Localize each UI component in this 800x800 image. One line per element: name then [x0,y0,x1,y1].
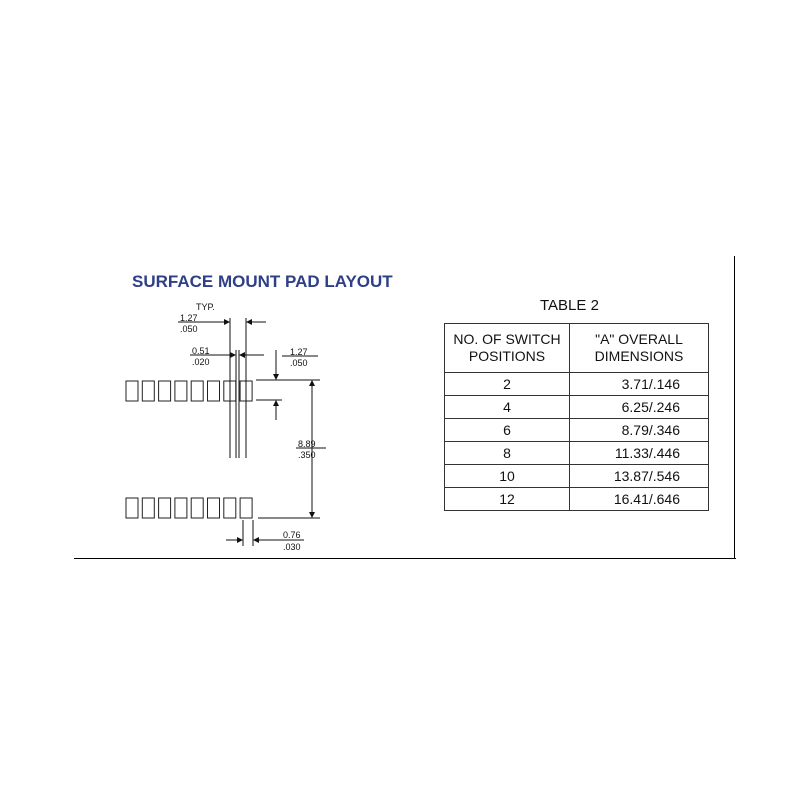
pad-width-mm-label: 0.51 [192,346,210,356]
header-switch-positions: NO. OF SWITCH POSITIONS [445,324,570,373]
pad-top [191,381,203,401]
pad-top [159,381,171,401]
pitch-mm-label: 1.27 [180,313,198,323]
pad-bottom [175,498,187,518]
table-cell-dimension: 13.87/.546 [570,465,709,488]
table-cell-dimension: 11.33/.446 [570,442,709,465]
table-row [445,465,709,488]
table-cell-dimension: 8.79/.346 [570,419,709,442]
row-spacing-mm-label: 8.89 [298,439,316,449]
pad-length-in-label: .050 [290,358,308,368]
pad-top [208,381,220,401]
pitch-in-label: .050 [180,324,198,334]
top-pad-row [126,381,252,401]
table-row [445,419,709,442]
pad-bottom [191,498,203,518]
pad-top [126,381,138,401]
row-spacing-in-label: .350 [298,450,316,460]
bottom-pad-row [126,498,252,518]
table-cell-positions: 4 [445,396,570,419]
gap-in-label: .030 [283,542,301,552]
pad-top [175,381,187,401]
gap-mm-label: 0.76 [283,530,301,540]
table-cell-positions: 6 [445,419,570,442]
pad-top [142,381,154,401]
table-cell-positions: 8 [445,442,570,465]
pad-bottom [142,498,154,518]
table-row [445,396,709,419]
pad-width-in-label: .020 [192,357,210,367]
pad-length-mm-label: 1.27 [290,347,308,357]
table-row [445,373,709,396]
table-cell-dimension: 6.25/.246 [570,396,709,419]
table-cell-positions: 12 [445,488,570,511]
table-row [445,442,709,465]
table-row [445,488,709,511]
table-cell-positions: 2 [445,373,570,396]
table-cell-dimension: 16.41/.646 [570,488,709,511]
table-cell-dimension: 3.71/.146 [570,373,709,396]
pitch-note-label: TYP. [196,302,215,312]
pad-bottom [224,498,236,518]
header-overall-dimensions: "A" OVERALL DIMENSIONS [570,324,709,373]
table-caption: TABLE 2 [540,297,599,314]
pad-bottom [208,498,220,518]
table-header-row [445,324,709,373]
pad-bottom [126,498,138,518]
diagram-title: SURFACE MOUNT PAD LAYOUT [132,272,393,291]
dimensions-table [444,323,709,511]
pad-bottom [240,498,252,518]
pad-bottom [159,498,171,518]
dimension-labels [180,302,316,552]
table-cell-positions: 10 [445,465,570,488]
